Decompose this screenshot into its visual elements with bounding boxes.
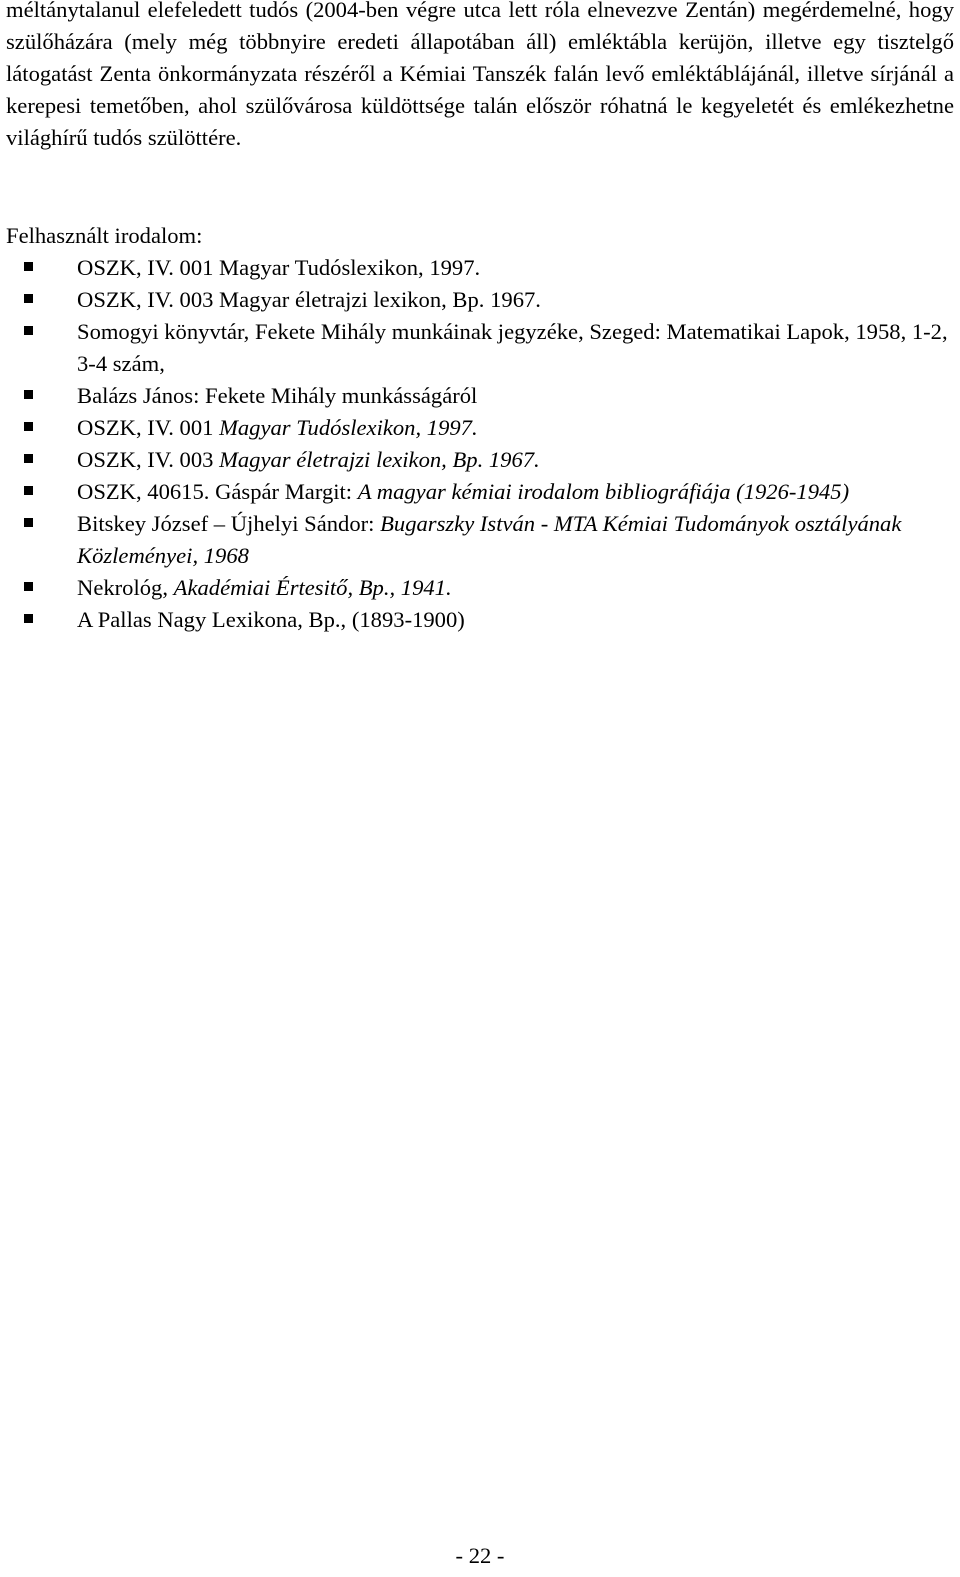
list-item-text: OSZK, IV. 001 — [77, 415, 220, 440]
list-item — [0, 412, 960, 444]
list-item — [0, 508, 960, 572]
list-item — [0, 572, 960, 604]
list-item-italic-text: Bugarszky István - MTA Kémiai Tudományok osztályának Közleményei, 1968 — [77, 511, 902, 568]
list-item — [0, 316, 960, 380]
page-number: - 22 - — [455, 1543, 505, 1568]
list-item-text: Bitskey József – Újhelyi Sándor: — [77, 511, 381, 536]
square-bullet-icon — [24, 486, 33, 495]
body-paragraph: méltánytalanul elefeledett tudós (2004-ben végre utca lett róla elnevezve Zentán) megérdemelné, hogy szülőházára (mely még többnyire eredeti állapotában áll) emléktábla kerüjön, illetve egy tisztelgő látogatást Zenta önkormányzata részéről a Kémiai Tanszék falán levő emléktáblájánál, illetve sírjánál a kerepesi temetőben, ahol szülővárosa küldöttsége talán először róhatná le kegyeletét és emlékezhetne világhírű tudós szülöttére. — [6, 0, 954, 150]
list-item-text: Somogyi könyvtár, Fekete Mihály munkáinak jegyzéke, Szeged: Matematikai Lapok, 1958, 1-2, 3-4 szám, — [77, 319, 948, 376]
square-bullet-icon — [24, 518, 33, 527]
square-bullet-icon — [24, 326, 33, 335]
list-item-text: OSZK, IV. 001 Magyar Tudóslexikon, 1997. — [77, 255, 481, 280]
literature-list — [0, 252, 960, 636]
list-item — [0, 476, 960, 508]
list-item — [0, 444, 960, 476]
list-item — [0, 380, 960, 412]
square-bullet-icon — [24, 454, 33, 463]
list-item-text: OSZK, 40615. Gáspár Margit: — [77, 479, 358, 504]
square-bullet-icon — [24, 262, 33, 271]
square-bullet-icon — [24, 582, 33, 591]
square-bullet-icon — [24, 390, 33, 399]
list-item-text: A Pallas Nagy Lexikona, Bp., (1893-1900) — [77, 607, 465, 632]
list-item-text: Balázs János: Fekete Mihály munkásságáról — [77, 383, 478, 408]
list-item-italic-text: Magyar életrajzi lexikon, Bp. 1967. — [219, 447, 540, 472]
list-item-italic-text: Akadémiai Értesitő, Bp., 1941. — [173, 575, 452, 600]
literature-heading: Felhasznált irodalom: — [6, 223, 203, 248]
square-bullet-icon — [24, 294, 33, 303]
square-bullet-icon — [24, 422, 33, 431]
list-item — [0, 604, 960, 636]
list-item-text: OSZK, IV. 003 Magyar életrajzi lexikon, Bp. 1967. — [77, 287, 541, 312]
list-item-text: OSZK, IV. 003 — [77, 447, 220, 472]
list-item — [0, 252, 960, 284]
list-item-italic-text: A magyar kémiai irodalom bibliográfiája (1926-1945) — [357, 479, 850, 504]
list-item-text: Nekrológ, — [77, 575, 174, 600]
list-item-italic-text: Magyar Tudóslexikon, 1997. — [219, 415, 478, 440]
list-item — [0, 284, 960, 316]
square-bullet-icon — [24, 614, 33, 623]
